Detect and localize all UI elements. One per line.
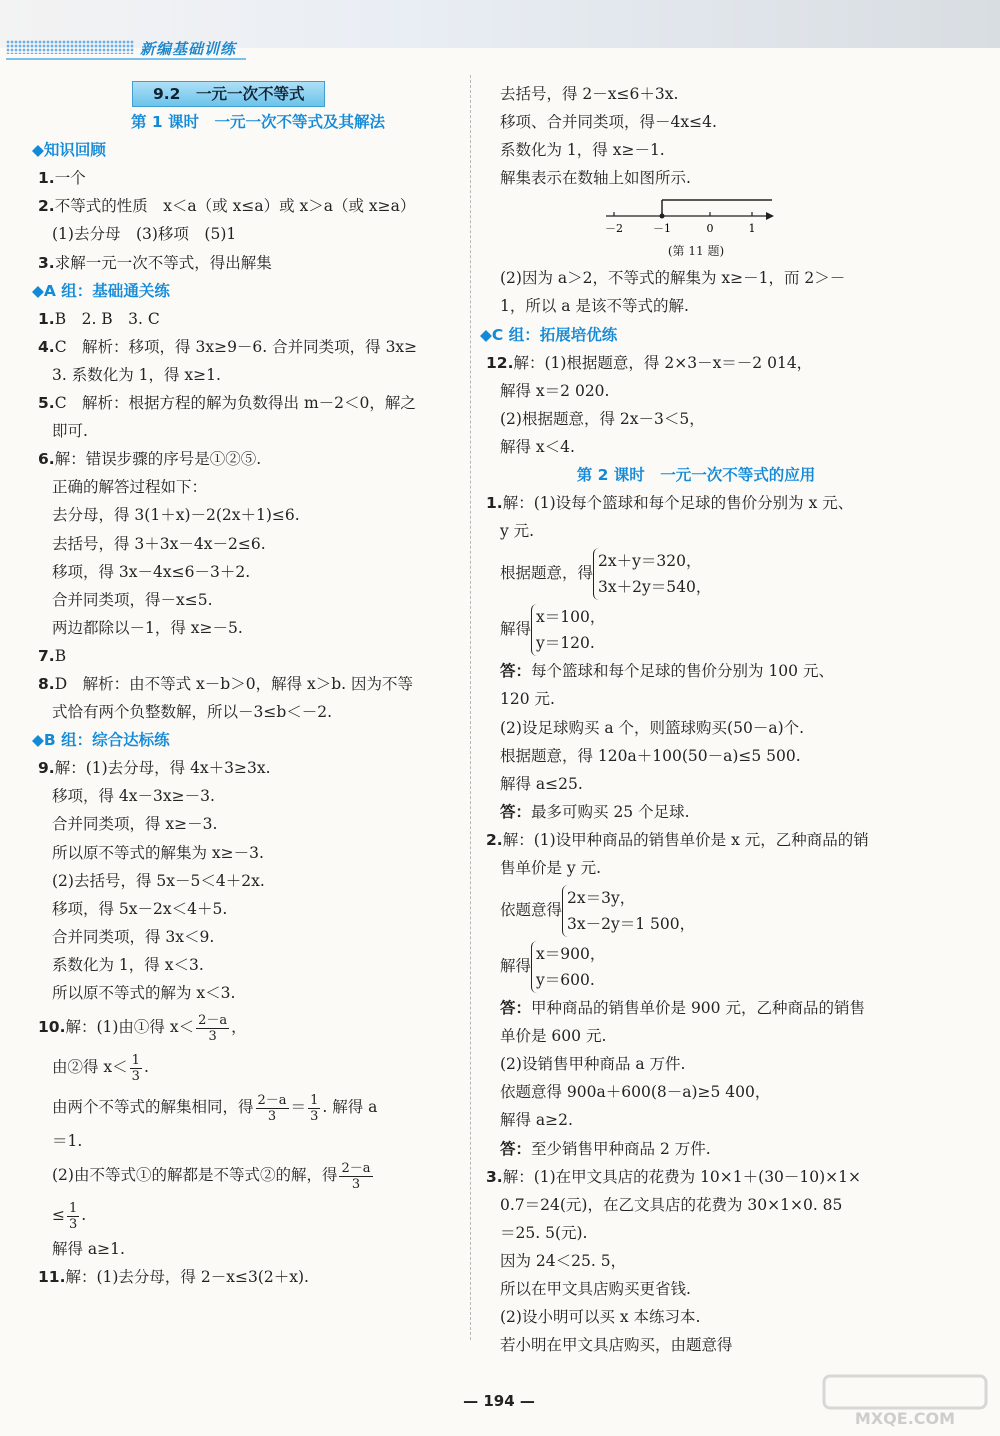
page-number: — 194 — [463,1392,535,1410]
book-brand: 新编基础训练 [140,40,237,58]
answer-item [38,445,478,473]
line-text: ≤ [52,1206,65,1225]
left-column [32,80,478,1291]
group-heading: ◆B 组：综合达标练 [32,731,170,750]
answer-item [486,349,906,377]
group-heading: ◆A 组：基础通关练 [32,281,170,300]
answer-line: 两边都除以－1，得 x≥－5. [52,618,243,637]
answer-line: 系数化为 1，得 x＜3. [52,955,204,974]
equation-system-row [486,545,906,601]
fraction [67,1201,79,1232]
answer-line: 系数化为 1，得 x≥－1. [500,141,665,160]
answer-item [486,1163,906,1191]
answer-line: 解得 a≥2. [500,1111,573,1130]
item-text-end: ， [231,1018,247,1037]
answer-text: 每个篮球和每个足球的售价分别为 100 元、 [531,662,834,681]
fraction [130,1053,142,1084]
item-number: 1. [486,494,503,513]
answer-line: (1)去分母 (3)移项 (5)1 [52,225,237,244]
item-number: 3. [486,1167,503,1186]
equation-1: 2x＋y＝320， [598,552,702,571]
item-number: 4. [38,337,55,356]
item-text: D 解析：由不等式 x－b＞0，解得 x＞b. 因为不等 [54,674,414,693]
answer-continuation: 单价是 600 元. [500,1027,607,1046]
answer-line: 移项，得 3x－4x≤6－3＋2. [52,562,251,581]
equation-2: y＝600. [536,971,595,990]
fraction-numerator: 1 [131,1052,140,1068]
answer-continuation: 3. 系数化为 1，得 x≥1. [52,365,221,384]
answer-text: 最多可购买 25 个足球. [531,802,690,821]
answer-continuation: y 元. [500,522,535,541]
answer-line [38,1087,478,1127]
answer-line [38,1047,478,1087]
answer-line: 解得 x＝2 020. [500,381,610,400]
answer-line: (2)设足球购买 a 个，则篮球购买(50－a)个. [500,718,805,737]
group-heading: ◆知识回顾 [32,141,106,160]
lesson-title: 第 2 课时 一元一次不等式的应用 [576,466,816,485]
fraction-denominator: 3 [69,1216,78,1232]
item-number: 1. [38,309,55,328]
system-label: 根据题意，得 [500,564,594,583]
answer-line: 因为 24＜25. 5， [500,1251,627,1270]
svg-text:MXQE.COM: MXQE.COM [854,1409,956,1428]
item-text: 解：(1)去分母，得 2－x≤3(2＋x). [65,1268,309,1287]
fraction-numerator: 1 [310,1092,319,1108]
answer-line: 解得 x＜4. [500,437,575,456]
answer-item [38,754,478,782]
answer-line: (2)根据题意，得 2x－3＜5， [500,409,705,428]
answer-item [38,389,478,417]
answer-line: 依题意得 900a＋600(8－a)≥5 400， [500,1083,771,1102]
fraction [196,1013,229,1044]
answer-line: 合并同类项，得 x≥－3. [52,815,218,834]
tick-label: －1 [653,222,671,236]
fraction-numerator: 2－a [341,1160,371,1176]
number-line-figure [486,192,906,238]
fraction-numerator: 2－a [257,1092,287,1108]
answer-continuation: 即可. [52,422,88,441]
answer-line: 合并同类项，得－x≤5. [52,590,213,609]
figure-caption: (第 11 题) [667,244,725,259]
line-text-end: . [143,1058,149,1077]
answer-item [38,1263,478,1291]
section-title-row [38,80,478,108]
system-label: 解得 [500,957,532,976]
item-number: 7. [38,646,55,665]
equation-system [531,604,605,656]
answer-line: 移项，得 4x－3x≥－3. [52,787,215,806]
answer-continuation: 120 元. [500,690,555,709]
item-text: 解：(1)由①得 x＜ [65,1018,195,1037]
answer-line: (2)设小明可以买 x 本练习本. [500,1308,701,1327]
tick-label: －2 [605,222,623,236]
item-text: 求解一元一次不等式，得出解集 [54,253,272,272]
item-number: 11. [38,1268,66,1287]
line-text: 由②得 x＜ [52,1058,128,1077]
item-text: 解：(1)设每个篮球和每个足球的售价分别为 x 元、 [502,494,854,513]
equation-2: 3x＋2y＝540， [598,578,712,597]
answer-line: 移项、合并同类项，得－4x≤4. [500,113,717,132]
item-number: 9. [38,759,55,778]
answer-conclusion [486,657,906,685]
group-heading: ◆C 组：拓展培优练 [480,325,618,344]
header-dots [6,40,134,54]
number-line [596,192,896,238]
equation-system-row [486,601,906,657]
line-text: (2)由不等式①的解都是不等式②的解，得 [52,1166,338,1185]
item-number: 10. [38,1018,66,1037]
item-text: 一个 [54,169,86,188]
item-text: 解：(1)在甲文具店的花费为 10×1＋(30－10)×1× [502,1167,862,1186]
fraction-denominator: 3 [208,1028,217,1044]
line-text-end: . 解得 a [322,1098,378,1117]
answer-line: 解集表示在数轴上如图所示. [500,169,691,188]
answer-item [486,489,906,517]
item-number: 3. [38,253,55,272]
answer-line: 所以原不等式的解集为 x≥－3. [52,843,264,862]
item-text: 解：(1)设甲种商品的销售单价是 x 元，乙种商品的销 [502,830,869,849]
section-badge: 9.2 一元一次不等式 [132,81,325,107]
answer-text: 至少销售甲种商品 2 万件. [531,1139,711,1158]
tick-label: 0 [706,222,714,236]
watermark-logo [820,1372,990,1428]
fraction-denominator: 3 [351,1176,361,1192]
answer-line: (2)去括号，得 5x－5＜4＋2x. [52,871,265,890]
line-text-mid: ＝ [290,1098,307,1117]
item-number: 5. [38,394,55,413]
answer-line: 去分母，得 3(1＋x)－2(2x＋1)≤6. [52,506,300,525]
equation-system-row [486,938,906,994]
answer-continuation: 1，所以 a 是该不等式的解. [500,297,689,316]
fraction [339,1161,372,1192]
equation-1: 2x＝3y， [567,889,636,908]
answer-line: 去括号，得 3＋3x－4x－2≤6. [52,534,266,553]
answer-continuation: 式恰有两个负整数解，所以－3≤b＜－2. [52,703,333,722]
answer-line: 解得 a≤25. [500,774,583,793]
item-number: 8. [38,674,55,693]
answer-item [38,164,478,192]
axis-arrow [766,212,774,220]
answer-item [38,333,478,361]
item-text: 不等式的性质 x＜a（或 x≤a）或 x＞a（或 x≥a） [54,197,416,216]
answer-line: ＝1. [52,1132,83,1151]
answer-continuation: 售单价是 y 元. [500,858,602,877]
equation-system [593,548,711,600]
fraction-denominator: 3 [131,1068,140,1084]
fraction-numerator: 2－a [198,1012,228,1028]
item-text: C 解析：根据方程的解为负数得出 m－2＜0，解之 [54,394,416,413]
answer-continuation: 0.7＝24(元)，在乙文具店的花费为 30×1×0. 85 [500,1195,843,1214]
lesson-title: 第 1 课时 一元一次不等式及其解法 [130,113,386,132]
equation-1: x＝100， [536,608,606,627]
answer-item [486,826,906,854]
right-column [480,80,906,1359]
answer-line: 解得 a≥1. [52,1240,125,1259]
answer-conclusion [486,994,906,1022]
answer-item [38,249,478,277]
fraction [308,1093,320,1124]
answer-item [38,1007,478,1047]
answer-line [38,1155,478,1195]
item-number: 12. [486,353,514,372]
system-label: 解得 [500,620,532,639]
equation-2: 3x－2y＝1 500， [567,915,696,934]
fraction-denominator: 3 [310,1108,319,1124]
answer-continuation: ＝25. 5(元). [500,1223,588,1242]
answer-line: 所以在甲文具店购买更省钱. [500,1280,691,1298]
closed-endpoint [660,214,665,219]
line-text-end: . [81,1206,87,1225]
item-text: B [54,646,67,665]
item-text: 解：(1)去分母，得 4x＋3≥3x. [54,759,271,778]
answer-item [38,642,478,670]
answer-label: 答： [500,802,532,821]
answer-item [38,192,478,220]
answer-line: 若小明在甲文具店购买，由题意得 [500,1336,733,1355]
equation-1: x＝900， [536,945,606,964]
item-number: 6. [38,450,55,469]
answer-line: 合并同类项，得 3x＜9. [52,927,215,946]
equation-system-row [486,882,906,938]
answer-label: 答： [500,662,532,681]
answer-conclusion [486,1135,906,1163]
fraction [256,1093,289,1124]
answer-item [38,670,478,698]
answer-label: 答： [500,1139,532,1158]
answer-line: (2)因为 a＞2，不等式的解集为 x≥－1，而 2＞－ [500,269,846,288]
item-text: B 2. B 3. C [54,309,160,328]
answer-line: 去括号，得 2－x≤6＋3x. [500,85,679,103]
equation-2: y＝120. [536,634,595,653]
item-number: 2. [38,197,55,216]
item-number: 1. [38,169,55,188]
equation-system [531,941,605,993]
system-label: 依题意得 [500,901,563,920]
header-rule [6,58,246,60]
answer-line: (2)设销售甲种商品 a 万件. [500,1055,686,1074]
answer-line [38,1195,478,1235]
item-text: 解：(1)根据题意，得 2×3－x＝－2 014， [513,353,813,372]
tick-label: 1 [748,222,756,236]
answer-label: 答： [500,999,532,1018]
item-number: 2. [486,830,503,849]
answer-line: 所以原不等式的解为 x＜3. [52,984,236,1002]
fraction-numerator: 1 [69,1200,78,1216]
answer-line: 正确的解答过程如下： [52,478,208,497]
item-text: 解：错误步骤的序号是①②⑤. [54,450,262,469]
answer-text: 甲种商品的销售单价是 900 元，乙种商品的销售 [531,999,865,1018]
line-text: 由两个不等式的解集相同，得 [52,1098,254,1117]
answer-line: 根据题意，得 120a＋100(50－a)≤5 500. [500,746,801,765]
answer-line: 移项，得 5x－2x＜4＋5. [52,899,228,918]
item-text: C 解析：移项，得 3x≥9－6. 合并同类项，得 3x≥ [54,337,418,356]
answer-item [38,305,478,333]
answer-conclusion [486,798,906,826]
fraction-denominator: 3 [267,1108,277,1124]
equation-system [562,885,695,937]
